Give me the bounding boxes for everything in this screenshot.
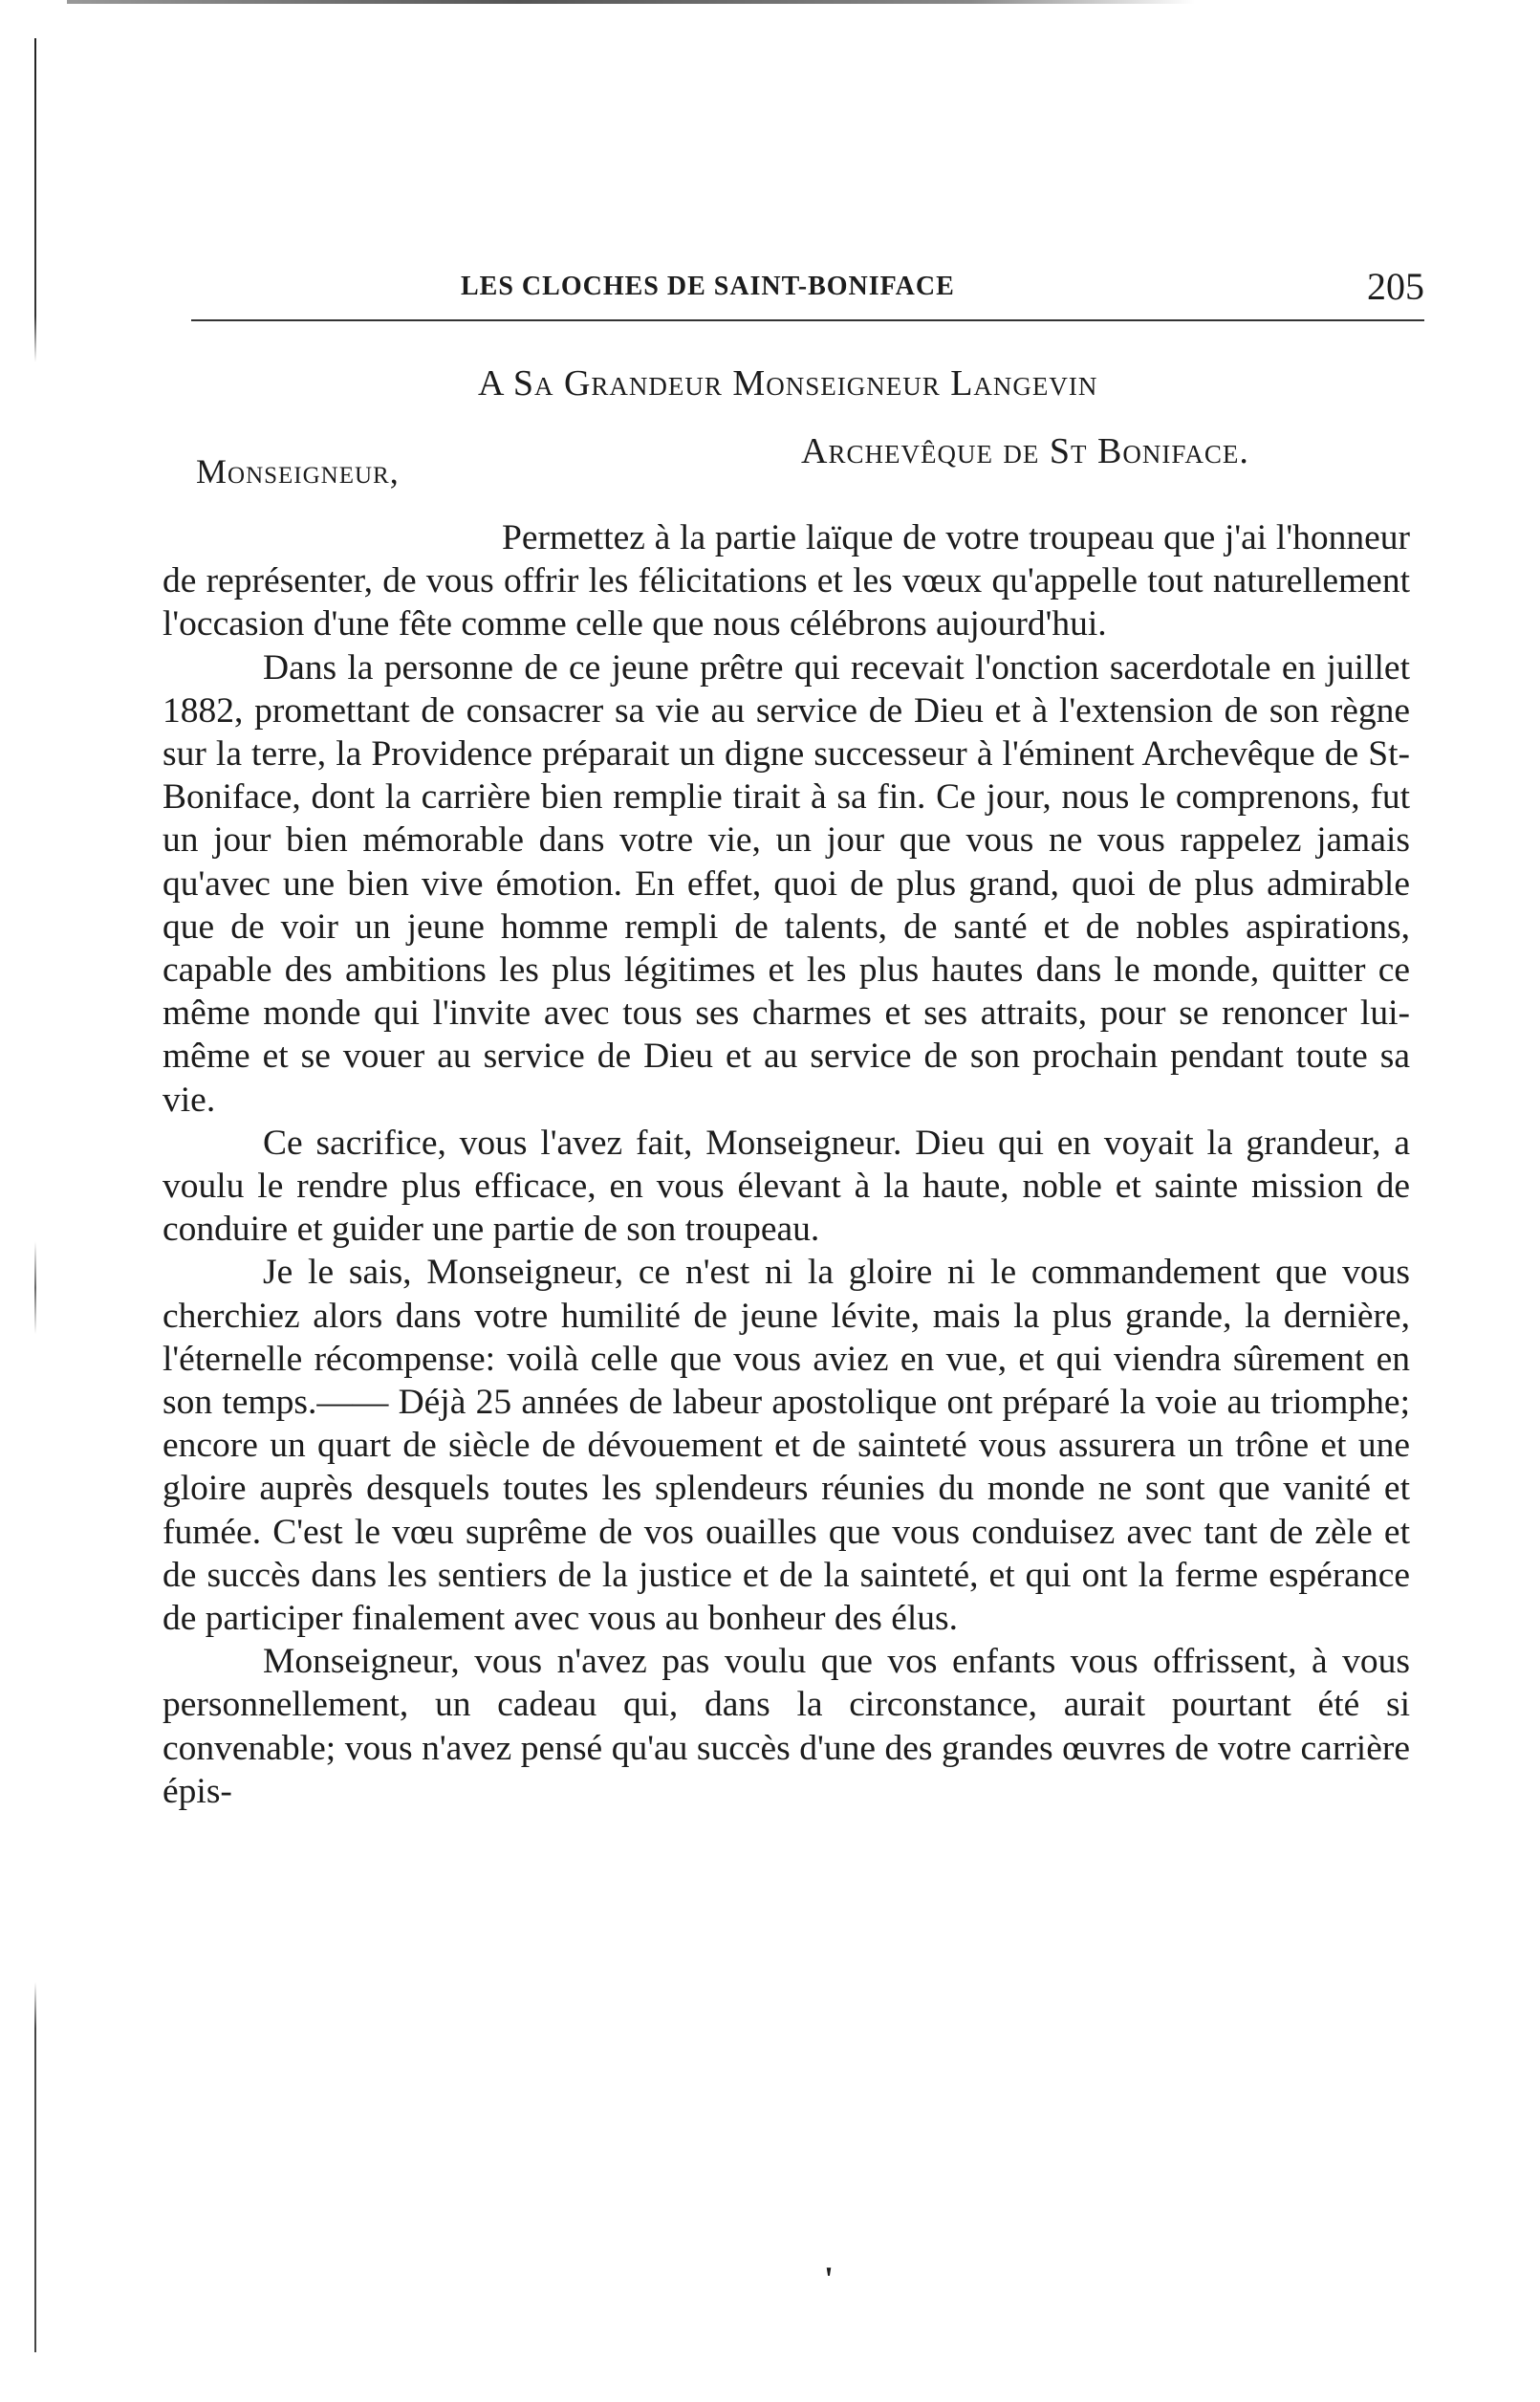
paragraph-5: Monseigneur, vous n'avez pas voulu que vos enfants vous offrissent, à vous personnellement, un cadeau qui, dans la circonstance, aurait pourtant été si convenable; vous n'avez pensé qu'au succès d'une des grandes œuvres de votre carrière épis- xyxy=(163,1642,1410,1811)
paragraph-3: Ce sacrifice, vous l'avez fait, Monseigneur. Dieu qui en voyait la grandeur, a voulu le rendre plus efficace, en vous élevant à la haute, noble et sainte mission de conduire et guider une partie de son troupeau. xyxy=(163,1123,1410,1250)
footer-mark: ' xyxy=(824,2260,835,2298)
paragraph-4: Je le sais, Monseigneur, ce n'est ni la gloire ni le commandement que vous cherchiez alors dans votre humilité de jeune lévite, mais la plus grande, la dernière, l'éternelle récompense: voilà celle que vous aviez en vue, et qui viendra sûrement en son temps.—— Déjà 25 années de labeur apostolique ont préparé la voie au triomphe; encore un quart de siècle de dévouement et de sainteté vous assurera un trône et une gloire auprès desquels toutes les splendeurs réunies du monde ne sont que vanité et fumée. C'est le vœu suprême de vos ouailles que vous conduisez avec tant de zèle et de succès dans les sentiers de la justice et de la sainteté, et qui ont la ferme espérance de participer finalement avec vous au bonheur des élus. xyxy=(163,1253,1410,1639)
page-number: 205 xyxy=(1367,265,1424,308)
running-head xyxy=(191,264,1424,312)
scan-left-edge xyxy=(34,38,36,2352)
running-title: LES CLOCHES DE SAINT-BONIFACE xyxy=(461,272,955,301)
paragraph-1: Permettez à la partie laïque de votre troupeau que j'ai l'honneur de représenter, de vous offrir les félicitations et les vœux qu'appelle tout naturellement l'occasion d'une fête comme celle que nous célébrons aujourd'hui. xyxy=(163,518,1410,644)
paragraph-2: Dans la personne de ce jeune prêtre qui recevait l'onction sacerdotale en juillet 1882, promettant de consacrer sa vie au service de Dieu et à l'extension de son règne sur la terre, la Providence préparait un digne successeur à l'éminent Archevêque de St-Boniface, dont la carrière bien remplie tirait à sa fin. Ce jour, nous le comprenons, fut un jour bien mémorable dans votre vie, un jour que vous ne vous rappelez jamais qu'avec une bien vive émotion. En effet, quoi de plus grand, quoi de plus admirable que de voir un jeune homme rempli de talents, de santé et de nobles aspirations, capable des ambitions les plus légitimes et les plus hautes dans le monde, quitter ce même monde qui l'invite avec tous ses charmes et ses attraits, pour se renoncer lui-même et se vouer au service de Dieu et au service de son prochain pendant toute sa vie. xyxy=(163,647,1410,1120)
letter-body xyxy=(163,516,1410,1813)
letter-salutation: Monseigneur, xyxy=(196,452,400,491)
letter-address-line1: A Sa Grandeur Monseigneur Langevin xyxy=(478,363,1098,404)
header-rule xyxy=(191,319,1424,321)
scan-top-edge xyxy=(67,0,1195,4)
letter-address-line2: Archevêque de St Boniface. xyxy=(801,431,1249,471)
